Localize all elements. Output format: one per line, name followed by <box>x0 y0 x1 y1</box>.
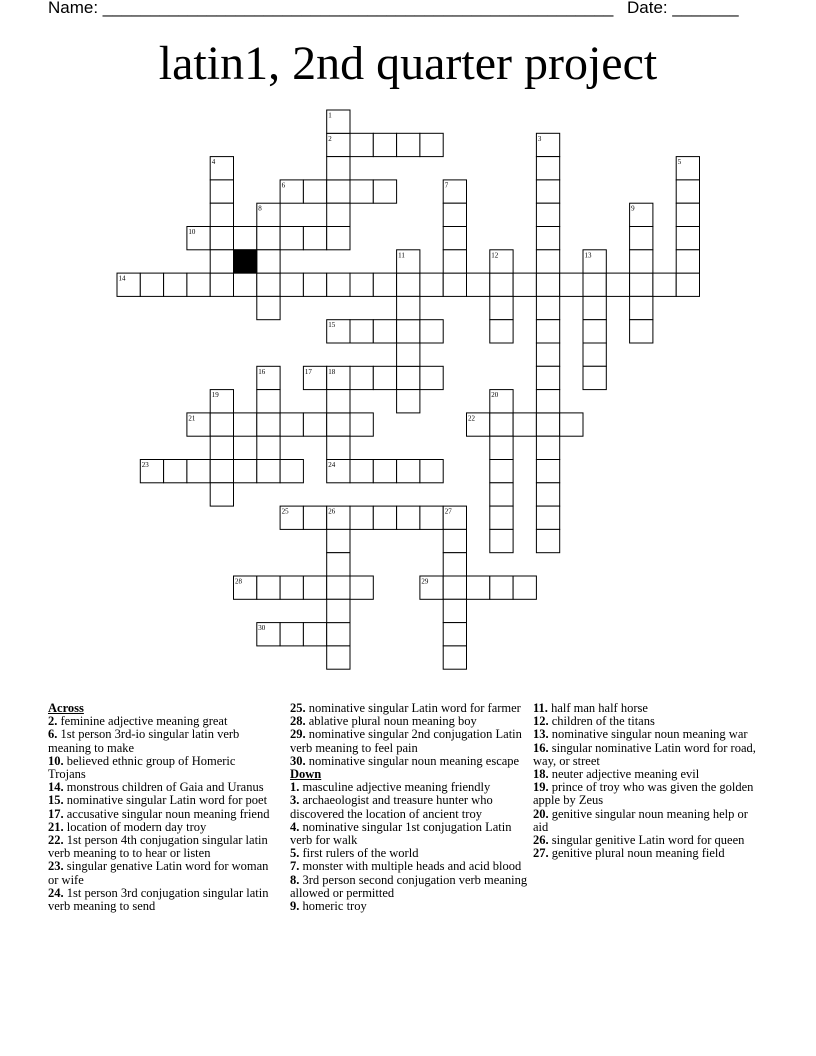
crossword-cell[interactable] <box>327 436 350 459</box>
clue-column-2 <box>290 702 528 913</box>
crossword-cell[interactable] <box>327 390 350 413</box>
crossword-cell[interactable] <box>583 366 606 389</box>
cell-number: 2 <box>328 134 332 143</box>
clue-item <box>290 874 528 900</box>
clue-number: 28. <box>290 714 306 729</box>
crossword-cell[interactable] <box>373 180 396 203</box>
clue-text: nominative singular 1st conjugation Latin verb for walk <box>290 819 512 848</box>
crossword-cell[interactable] <box>327 203 350 226</box>
crossword-cell[interactable] <box>676 227 699 250</box>
crossword-cell[interactable] <box>303 623 326 646</box>
crossword-cell[interactable] <box>257 227 280 250</box>
crossword-cell[interactable] <box>443 623 466 646</box>
clue-item <box>290 821 528 847</box>
crossword-cell[interactable] <box>583 343 606 366</box>
cell-number: 20 <box>491 391 499 400</box>
clue-number: 8. <box>290 872 300 887</box>
crossword-cell[interactable] <box>397 343 420 366</box>
crossword-cell[interactable] <box>234 273 257 296</box>
crossword-cell[interactable] <box>327 180 350 203</box>
crossword-cell[interactable] <box>420 273 443 296</box>
clue-text: ablative plural noun meaning boy <box>305 714 477 729</box>
crossword-cell[interactable] <box>350 413 373 436</box>
crossword-cell[interactable] <box>373 506 396 529</box>
crossword-cell[interactable] <box>583 273 606 296</box>
clue-heading-across: Across <box>48 701 84 715</box>
cell-number: 12 <box>491 251 499 260</box>
crossword-cell[interactable] <box>257 296 280 319</box>
crossword-cell[interactable] <box>280 227 303 250</box>
crossword-cell[interactable] <box>490 273 513 296</box>
cell-number: 24 <box>328 461 336 469</box>
crossword-cell[interactable] <box>210 203 233 226</box>
crossword-cell[interactable] <box>397 320 420 343</box>
crossword-cell[interactable] <box>373 366 396 389</box>
clue-text: 1st person 3rd-io singular latin verb meaning to make <box>48 727 240 755</box>
crossword-cell[interactable] <box>630 273 653 296</box>
clue-text: monstrous children of Gaia and Uranus <box>63 780 264 795</box>
cell-number: 7 <box>444 181 449 190</box>
crossword-cell[interactable] <box>350 506 373 529</box>
crossword-cell[interactable] <box>513 413 536 436</box>
crossword-cell[interactable] <box>210 273 233 296</box>
crossword-cell[interactable] <box>490 529 513 552</box>
crossword-cell[interactable] <box>490 460 513 483</box>
crossword-cell[interactable] <box>373 320 396 343</box>
crossword-cell[interactable] <box>327 227 350 250</box>
clue-number: 19. <box>533 780 549 795</box>
crossword-cell[interactable] <box>350 320 373 343</box>
crossword-cell[interactable] <box>280 460 303 483</box>
crossword-cell[interactable] <box>327 623 350 646</box>
crossword-cell[interactable] <box>187 273 210 296</box>
crossword-cell[interactable] <box>280 273 303 296</box>
cell-number: 16 <box>258 367 266 376</box>
crossword-cell[interactable] <box>257 390 280 413</box>
clue-number: 13. <box>533 727 549 742</box>
crossword-cell[interactable] <box>536 320 559 343</box>
cell-number: 8 <box>258 204 262 213</box>
crossword-cell[interactable] <box>490 483 513 506</box>
clue-text: nominative singular Latin word for farmer <box>305 701 521 715</box>
crossword-cell[interactable] <box>490 506 513 529</box>
cell-number: 26 <box>328 507 336 516</box>
crossword-cell[interactable] <box>467 576 490 599</box>
crossword-cell[interactable] <box>420 460 443 483</box>
clue-text: monster with multiple heads and acid blood <box>299 859 522 874</box>
clue-number: 2. <box>48 714 58 729</box>
crossword-cell[interactable] <box>280 413 303 436</box>
crossword-cell[interactable] <box>443 576 466 599</box>
cell-number: 29 <box>421 577 429 586</box>
crossword-cell[interactable] <box>536 390 559 413</box>
crossword-cell[interactable] <box>536 436 559 459</box>
crossword-cell[interactable] <box>397 506 420 529</box>
crossword-cell[interactable] <box>630 227 653 250</box>
crossword-cell[interactable] <box>280 623 303 646</box>
crossword-cell[interactable] <box>210 180 233 203</box>
crossword-cell[interactable] <box>443 227 466 250</box>
clue-number: 14. <box>48 780 64 795</box>
crossword-cell[interactable] <box>443 273 466 296</box>
clue-number: 11. <box>533 701 548 715</box>
clue-number: 3. <box>290 793 300 808</box>
crossword-cell[interactable] <box>443 250 466 273</box>
crossword-cell[interactable] <box>327 576 350 599</box>
clue-item <box>290 900 528 913</box>
clue-text: nominative singular Latin word for poet <box>63 793 268 808</box>
clue-text: masculine adjective meaning friendly <box>299 780 491 795</box>
crossword-cell[interactable] <box>327 273 350 296</box>
crossword-cell[interactable] <box>443 203 466 226</box>
crossword-cell[interactable] <box>536 157 559 180</box>
crossword-cell[interactable] <box>420 366 443 389</box>
crossword-cell[interactable] <box>676 180 699 203</box>
name-field[interactable]: Name: ______________________________________________________ <box>48 0 614 17</box>
crossword-cell[interactable] <box>187 460 210 483</box>
crossword-cell[interactable] <box>536 250 559 273</box>
crossword-cell[interactable] <box>280 576 303 599</box>
crossword-cell[interactable] <box>443 529 466 552</box>
clue-item <box>533 808 758 834</box>
cell-number: 1 <box>328 111 332 120</box>
clue-number: 1. <box>290 780 300 795</box>
crossword-cell[interactable] <box>257 436 280 459</box>
clue-item <box>48 728 273 754</box>
clue-number: 7. <box>290 859 300 874</box>
clue-number: 22. <box>48 833 64 848</box>
clue-number: 4. <box>290 819 300 834</box>
crossword-cell[interactable] <box>210 250 233 273</box>
crossword-cell[interactable] <box>140 273 163 296</box>
clue-item <box>533 742 758 768</box>
clue-item <box>48 755 273 781</box>
clue-number: 18. <box>533 767 549 782</box>
crossword-cell[interactable] <box>490 296 513 319</box>
clue-number: 21. <box>48 819 64 834</box>
crossword-cell[interactable] <box>443 646 466 669</box>
clue-text: 1st person 3rd conjugation singular latin verb meaning to send <box>48 885 269 914</box>
crossword-cell[interactable] <box>630 296 653 319</box>
cell-number: 28 <box>235 577 242 586</box>
crossword-cell[interactable] <box>676 273 699 296</box>
cell-number: 22 <box>468 414 475 423</box>
crossword-cell[interactable] <box>257 273 280 296</box>
crossword-cell[interactable] <box>536 227 559 250</box>
clue-number: 26. <box>533 833 549 848</box>
crossword-cell[interactable] <box>350 460 373 483</box>
cell-number: 18 <box>328 367 336 376</box>
clue-number: 24. <box>48 885 64 900</box>
crossword-cell[interactable] <box>303 227 326 250</box>
crossword-cell[interactable] <box>443 599 466 622</box>
crossword-cell[interactable] <box>350 366 373 389</box>
clue-number: 30. <box>290 753 306 768</box>
crossword-cell[interactable] <box>397 390 420 413</box>
crossword-cell[interactable] <box>397 366 420 389</box>
crossword-cell[interactable] <box>327 553 350 576</box>
clue-text: singular nominative Latin word for road, way, or street <box>533 740 756 768</box>
crossword-cell[interactable] <box>373 133 396 156</box>
clue-number: 5. <box>290 846 300 861</box>
crossword-cell[interactable] <box>234 460 257 483</box>
crossword-cell[interactable] <box>536 203 559 226</box>
crossword-cell[interactable] <box>164 460 187 483</box>
crossword-cell[interactable] <box>234 227 257 250</box>
clue-text: nominative singular noun meaning war <box>548 727 748 742</box>
clue-text: neuter adjective meaning evil <box>548 767 700 782</box>
crossword-cell[interactable] <box>303 180 326 203</box>
blocked-square <box>234 250 257 273</box>
crossword-cell[interactable] <box>257 460 280 483</box>
crossword-cell[interactable] <box>327 157 350 180</box>
cell-number: 25 <box>281 507 289 516</box>
crossword-cell[interactable] <box>327 646 350 669</box>
cell-number: 14 <box>118 274 126 283</box>
clue-text: nominative singular noun meaning escape <box>305 753 520 768</box>
clue-number: 9. <box>290 899 300 914</box>
crossword-cell[interactable] <box>257 576 280 599</box>
clue-item <box>48 834 273 860</box>
cell-number: 27 <box>444 507 452 516</box>
cell-number: 3 <box>537 134 542 143</box>
clue-text: genitive plural noun meaning field <box>548 846 725 861</box>
crossword-cell[interactable] <box>373 460 396 483</box>
crossword-cell[interactable] <box>397 273 420 296</box>
crossword-cell[interactable] <box>257 250 280 273</box>
cell-number: 23 <box>141 461 149 469</box>
clue-text: nominative singular 2nd conjugation Latin verb meaning to feel pain <box>290 727 522 755</box>
crossword-cell[interactable] <box>536 273 559 296</box>
crossword-cell[interactable] <box>536 296 559 319</box>
clue-text: half man half horse <box>547 701 648 715</box>
crossword-cell[interactable] <box>303 506 326 529</box>
clue-text: singular genitive Latin word for queen <box>548 833 745 848</box>
crossword-cell[interactable] <box>210 227 233 250</box>
crossword-cell[interactable] <box>210 413 233 436</box>
cell-number: 11 <box>398 251 405 260</box>
crossword-cell[interactable] <box>397 296 420 319</box>
cell-number: 10 <box>188 228 196 236</box>
clue-item <box>290 794 528 820</box>
crossword-cell[interactable] <box>210 483 233 506</box>
crossword-cell[interactable] <box>630 250 653 273</box>
clue-item <box>48 887 273 913</box>
crossword-cell[interactable] <box>373 273 396 296</box>
crossword-cell[interactable] <box>513 576 536 599</box>
clue-number: 27. <box>533 846 549 861</box>
clue-text: archaeologist and treasure hunter who discovered the location of ancient troy <box>290 793 493 821</box>
crossword-cell[interactable] <box>560 273 583 296</box>
clue-heading-down: Down <box>290 767 322 782</box>
cell-number: 13 <box>584 251 592 260</box>
crossword-cell[interactable] <box>583 296 606 319</box>
clue-number: 29. <box>290 727 306 742</box>
crossword-cell[interactable] <box>303 576 326 599</box>
crossword-cell[interactable] <box>490 576 513 599</box>
clue-text: children of the titans <box>548 714 655 729</box>
crossword-cell[interactable] <box>443 553 466 576</box>
cell-number: 30 <box>258 624 266 633</box>
crossword-cell[interactable] <box>490 320 513 343</box>
crossword-cell[interactable] <box>467 273 490 296</box>
crossword-cell[interactable] <box>327 413 350 436</box>
clue-column-3 <box>533 702 758 860</box>
crossword-cell[interactable] <box>327 599 350 622</box>
clue-text: genitive singular noun meaning help or aid <box>533 806 748 834</box>
clue-number: 17. <box>48 806 64 821</box>
crossword-cell[interactable] <box>536 343 559 366</box>
clue-item <box>533 847 758 860</box>
clue-item <box>48 860 273 886</box>
cell-number: 19 <box>211 391 219 400</box>
clue-text: believed ethnic group of Homeric Trojans <box>48 753 236 782</box>
crossword-cell[interactable] <box>513 273 536 296</box>
crossword-cell[interactable] <box>303 273 326 296</box>
crossword-cell[interactable] <box>536 366 559 389</box>
clue-text: singular genative Latin word for woman or wife <box>48 859 269 887</box>
cell-number: 4 <box>211 158 216 167</box>
crossword-cell[interactable] <box>350 133 373 156</box>
crossword-cell[interactable] <box>536 483 559 506</box>
crossword-cell[interactable] <box>164 273 187 296</box>
clue-number: 16. <box>533 740 549 755</box>
crossword-cell[interactable] <box>350 273 373 296</box>
clue-number: 10. <box>48 753 64 768</box>
clue-number: 23. <box>48 859 64 874</box>
crossword-cell[interactable] <box>257 413 280 436</box>
crossword-cell[interactable] <box>420 320 443 343</box>
date-field[interactable]: Date: _______ <box>627 0 739 17</box>
clue-number: 20. <box>533 806 549 821</box>
cell-number: 17 <box>304 367 312 376</box>
crossword-cell[interactable] <box>397 133 420 156</box>
crossword-cell[interactable] <box>583 320 606 343</box>
crossword-cell[interactable] <box>303 413 326 436</box>
cell-number: 6 <box>281 181 286 190</box>
clue-text: first rulers of the world <box>299 846 419 861</box>
clue-text: accusative singular noun meaning friend <box>63 806 270 821</box>
crossword-cell[interactable] <box>210 436 233 459</box>
crossword-cell[interactable] <box>397 460 420 483</box>
cell-number: 5 <box>677 158 682 167</box>
crossword-cell[interactable] <box>653 273 676 296</box>
clue-number: 15. <box>48 793 64 808</box>
clue-text: homeric troy <box>299 899 367 914</box>
clue-text: feminine adjective meaning great <box>57 714 228 729</box>
crossword-cell[interactable] <box>420 133 443 156</box>
clue-text: 3rd person second conjugation verb meaning allowed or permitted <box>290 872 528 900</box>
crossword-cell[interactable] <box>536 460 559 483</box>
crossword-cell[interactable] <box>536 529 559 552</box>
crossword-cell[interactable] <box>350 180 373 203</box>
clue-text: prince of troy who was given the golden apple by Zeus <box>533 780 754 808</box>
cell-number: 9 <box>631 204 635 213</box>
crossword-cell[interactable] <box>536 180 559 203</box>
clue-number: 12. <box>533 714 549 729</box>
crossword-cell[interactable] <box>536 413 559 436</box>
clue-column-1 <box>48 702 273 913</box>
crossword-cell[interactable] <box>630 320 653 343</box>
clue-item <box>290 728 528 754</box>
crossword-cell[interactable] <box>490 436 513 459</box>
crossword-cell[interactable] <box>490 413 513 436</box>
crossword-cell[interactable] <box>536 506 559 529</box>
crossword-cell[interactable] <box>606 273 629 296</box>
page-title: latin1, 2nd quarter project <box>158 37 658 90</box>
clue-item <box>533 781 758 807</box>
clue-text: location of modern day troy <box>63 819 207 834</box>
cell-number: 21 <box>188 414 196 423</box>
clue-number: 6. <box>48 727 58 742</box>
crossword-cell[interactable] <box>350 576 373 599</box>
crossword-cell[interactable] <box>210 460 233 483</box>
clue-text: 1st person 4th conjugation singular latin verb meaning to to hear or listen <box>48 833 268 861</box>
cell-number: 15 <box>328 321 336 330</box>
clue-number: 25. <box>290 701 306 715</box>
crossword-cell[interactable] <box>234 413 257 436</box>
clue-item <box>290 755 528 768</box>
crossword-cell[interactable] <box>420 506 443 529</box>
crossword-cell[interactable] <box>327 529 350 552</box>
crossword-cell[interactable] <box>560 413 583 436</box>
crossword-cell[interactable] <box>676 203 699 226</box>
crossword-cell[interactable] <box>676 250 699 273</box>
